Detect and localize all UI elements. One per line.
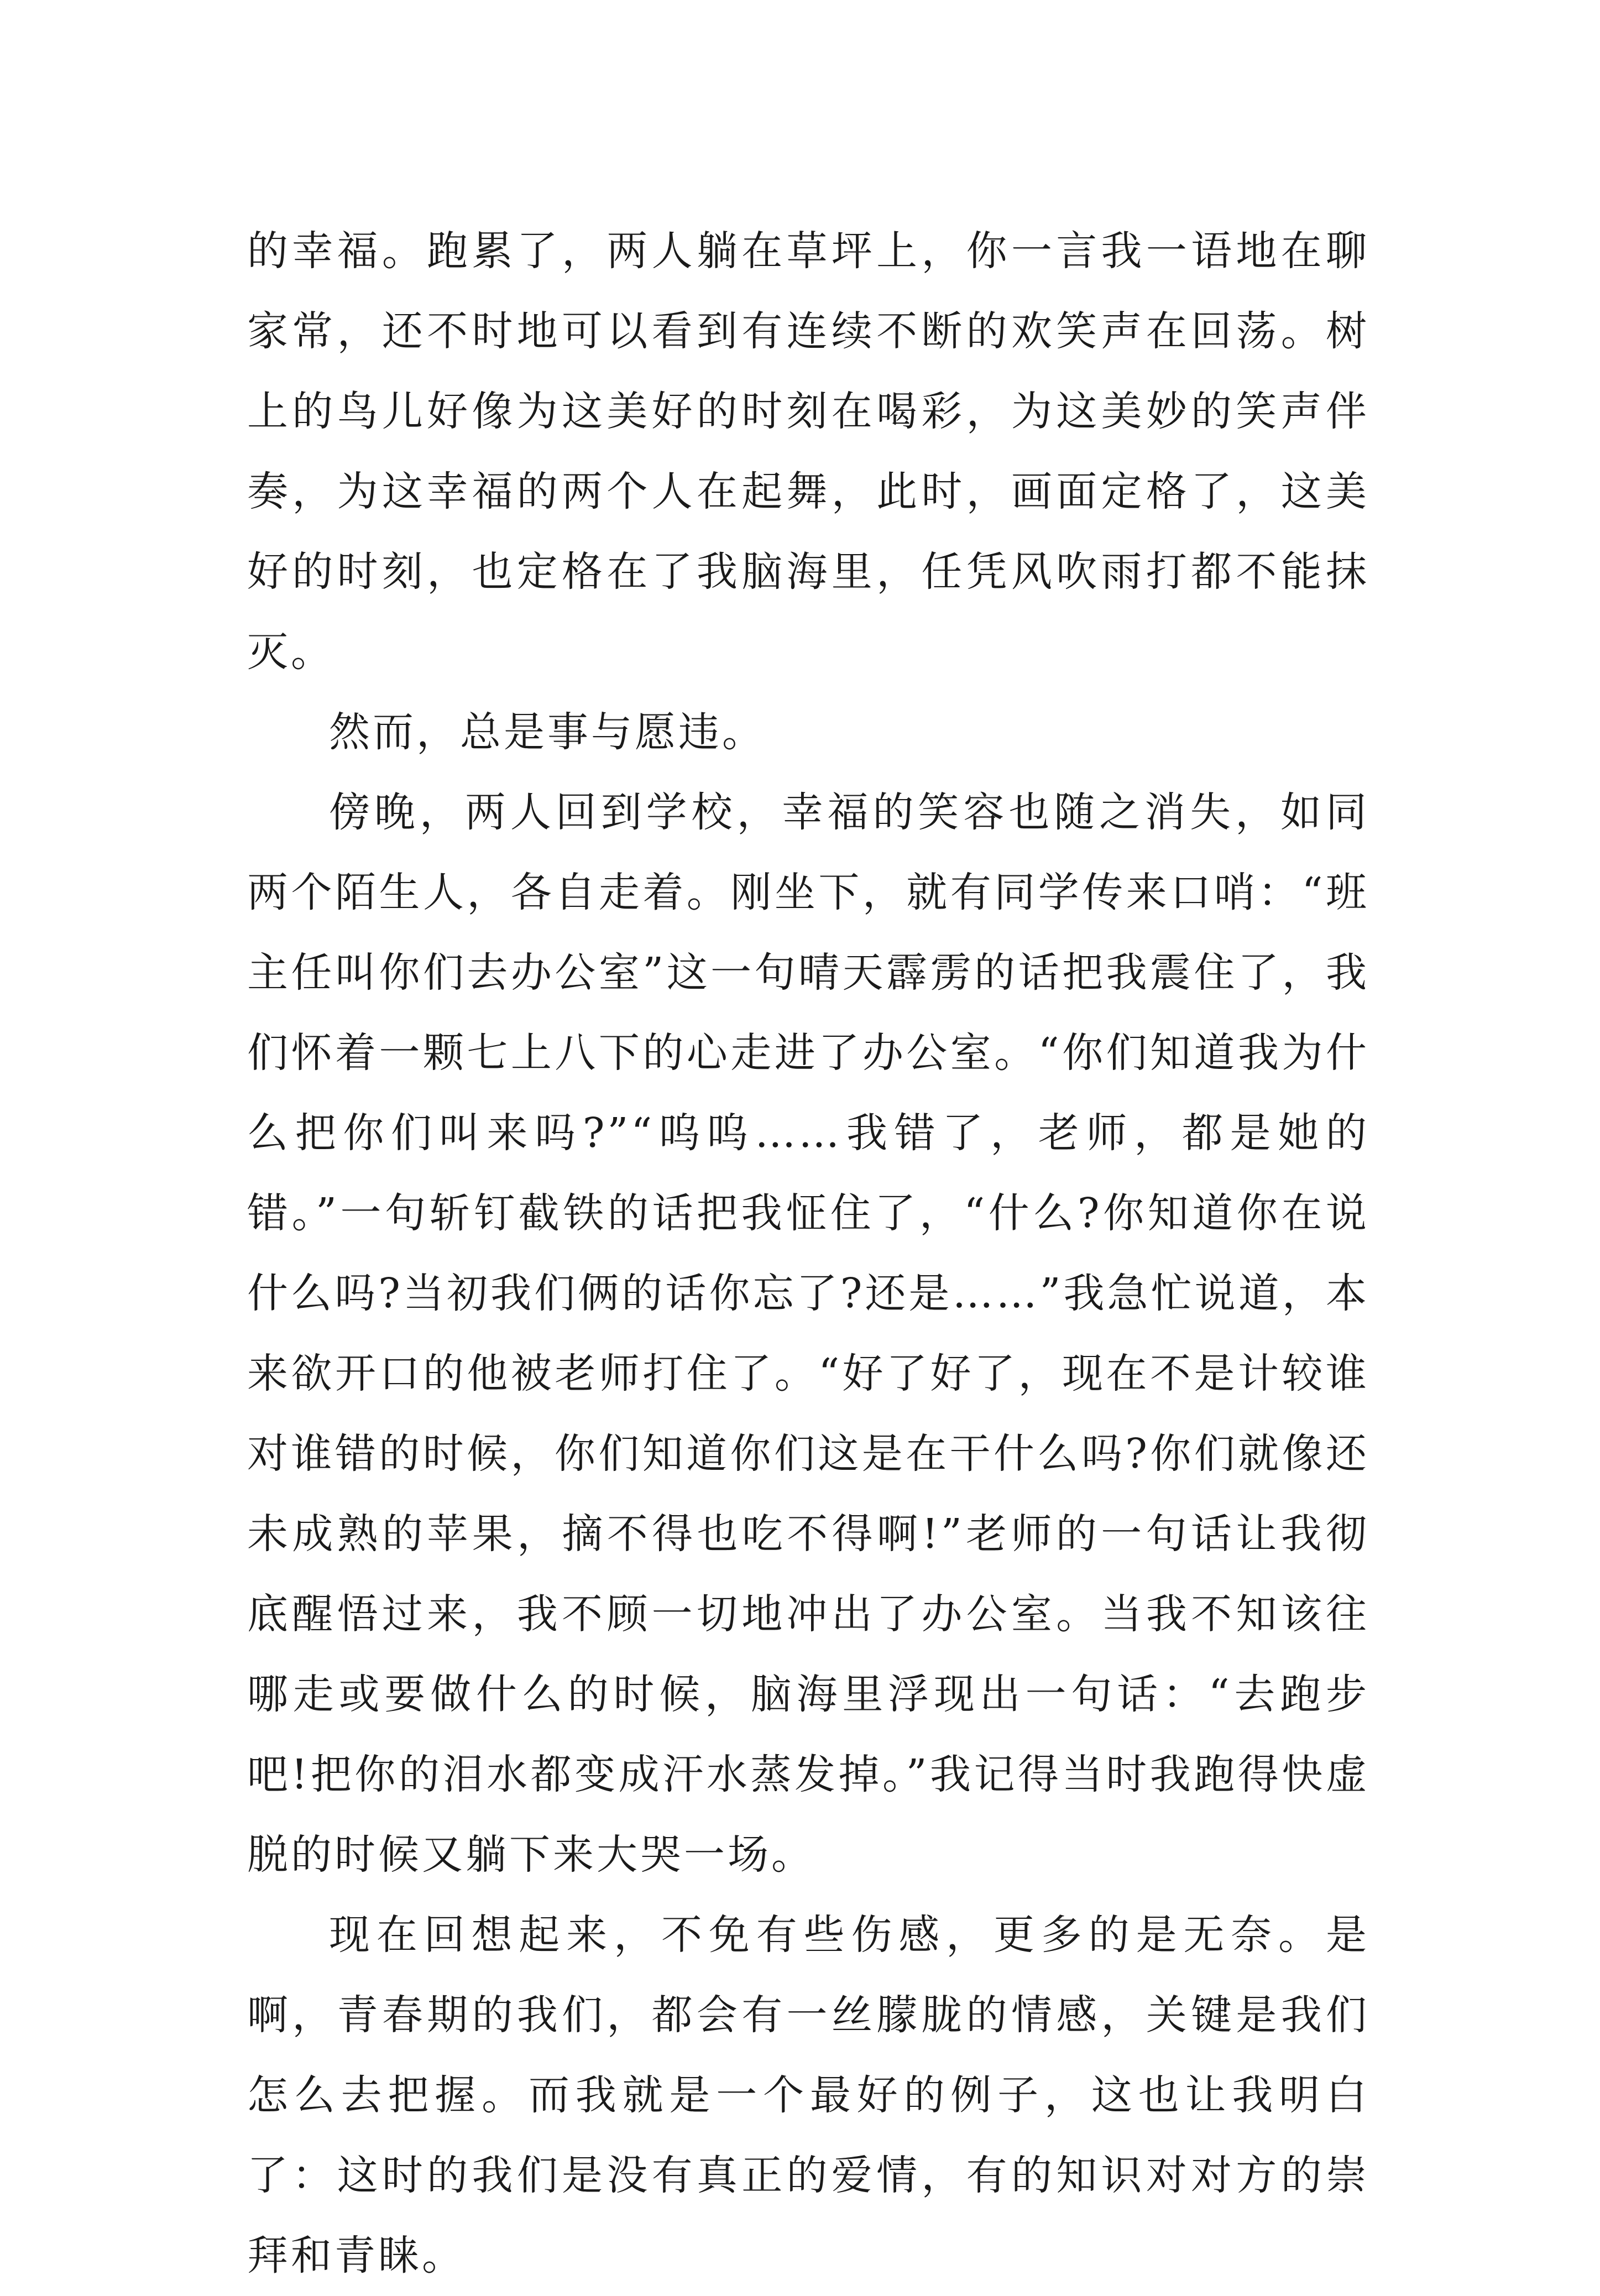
paragraph-2: 然而，总是事与愿违。	[329, 708, 766, 756]
paragraph-1: 的幸福。跑累了，两人躺在草坪上，你一言我一语地在聊家常，还不时地可以看到有连续不断的欢笑声在回荡。树上的鸟儿好像为这美好的时刻在喝彩，为这美妙的笑声伴奏，为这幸福的两个人在起舞，此时，画面定格了，这美好的时刻，也定格在了我脑海里，任凭风吹雨打都不能抹灭。	[247, 227, 1369, 676]
document-body	[247, 211, 1369, 2296]
paragraph-3: 傍晚，两人回到学校，幸福的笑容也随之消失，如同两个陌生人，各自走着。刚坐下，就有同学传来口哨：“班主任叫你们去办公室”这一句晴天霹雳的话把我震住了，我们怀着一颗七上八下的心走进了办公室。“你们知道我为什么把你们叫来吗?”“呜呜……我错了，老师，都是她的错。”一句斩钉截铁的话把我怔住了，“什么?你知道你在说什么吗?当初我们俩的话你忘了?还是……”我急忙说道，本来欲开口的他被老师打住了。“好了好了，现在不是计较谁对谁错的时候，你们知道你们这是在干什么吗?你们就像还未成熟的苹果，摘不得也吃不得啊!”老师的一句话让我彻底醒悟过来，我不顾一切地冲出了办公室。当我不知该往哪走或要做什么的时候，脑海里浮现出一句话：“去跑步吧!把你的泪水都变成汗水蒸发掉。”我记得当时我跑得快虚脱的时候又躺下来大哭一场。	[247, 789, 1369, 1878]
paragraph-4: 现在回想起来，不免有些伤感，更多的是无奈。是啊，青春期的我们，都会有一丝朦胧的情感，关键是我们怎么去把握。而我就是一个最好的例子，这也让我明白了：这时的我们是没有真正的爱情，有的知识对对方的崇拜和青睐。	[247, 1911, 1369, 2279]
